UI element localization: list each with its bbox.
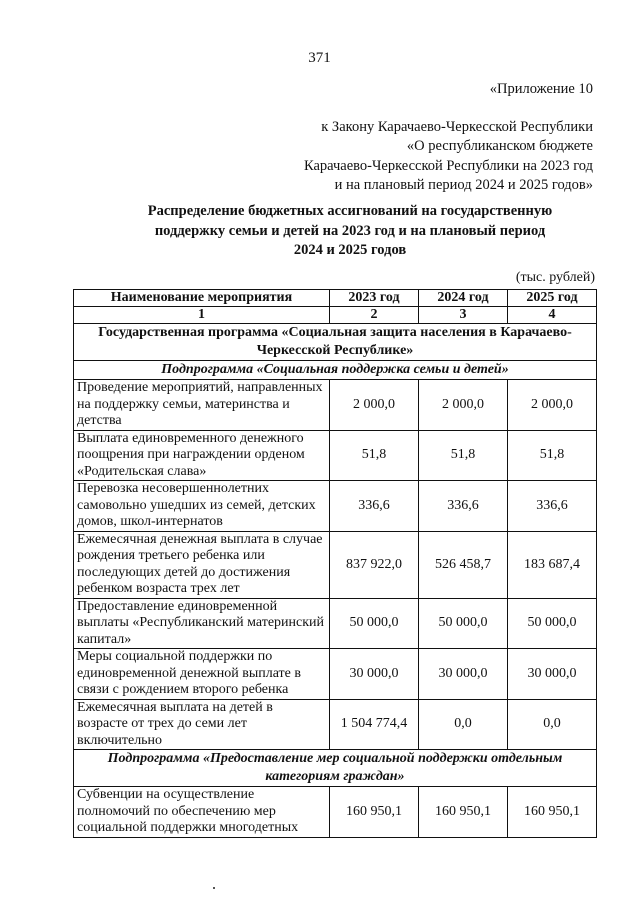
column-number-row <box>74 307 597 324</box>
budget-table <box>73 289 597 838</box>
appendix-line: Карачаево-Черкесской Республики на 2023 год <box>303 157 593 174</box>
value-2025: 336,6 <box>508 481 597 532</box>
subprogram-title: Подпрограмма «Социальная поддержка семьи и детей» <box>74 361 597 380</box>
column-number: 3 <box>419 307 508 324</box>
program-title: Государственная программа «Социальная защита населения в Карачаево-Черкесской Республике» <box>74 324 597 361</box>
table-header-row <box>74 290 597 307</box>
table-row <box>74 380 597 431</box>
value-2023: 51,8 <box>330 430 419 481</box>
value-2023: 336,6 <box>330 481 419 532</box>
value-2023: 2 000,0 <box>330 380 419 431</box>
value-2023: 160 950,1 <box>330 787 419 838</box>
value-2025: 160 950,1 <box>508 787 597 838</box>
table-row <box>74 699 597 750</box>
measure-name: Проведение мероприятий, направленных на поддержку семьи, материнства и детства <box>74 380 330 431</box>
table-row <box>74 649 597 700</box>
subprogram-title: Подпрограмма «Предоставление мер социальной поддержки отдельным категориям граждан» <box>74 750 597 787</box>
measure-name: Выплата единовременного денежного поощрения при награждении орденом «Родительская слава» <box>74 430 330 481</box>
table-row <box>74 598 597 649</box>
table-row <box>74 787 597 838</box>
table-row <box>74 481 597 532</box>
value-2025: 50 000,0 <box>508 598 597 649</box>
scan-mark <box>213 887 215 889</box>
header-2024: 2024 год <box>419 290 508 307</box>
title-line: 2024 и 2025 годов <box>293 242 407 258</box>
value-2023: 837 922,0 <box>330 531 419 598</box>
value-2024: 336,6 <box>419 481 508 532</box>
value-2024: 30 000,0 <box>419 649 508 700</box>
header-2025: 2025 год <box>508 290 597 307</box>
subprogram-row <box>74 750 597 787</box>
program-row <box>74 324 597 361</box>
value-2024: 2 000,0 <box>419 380 508 431</box>
column-number: 1 <box>74 307 330 324</box>
appendix-line: к Закону Карачаево-Черкесской Республики <box>321 118 593 135</box>
measure-name: Ежемесячная выплата на детей в возрасте от трех до семи лет включительно <box>74 699 330 750</box>
value-2023: 30 000,0 <box>330 649 419 700</box>
measure-name: Субвенции на осуществление полномочий по обеспечению мер социальной поддержки многодетных <box>74 787 330 838</box>
measure-name: Перевозка несовершеннолетних самовольно ушедших из семей, детских домов, школ-интернатов <box>74 481 330 532</box>
document-title <box>70 202 630 261</box>
value-2025: 51,8 <box>508 430 597 481</box>
value-2024: 526 458,7 <box>419 531 508 598</box>
column-number: 4 <box>508 307 597 324</box>
value-2025: 183 687,4 <box>508 531 597 598</box>
column-number: 2 <box>330 307 419 324</box>
value-2024: 50 000,0 <box>419 598 508 649</box>
appendix-line: «О республиканском бюджете <box>406 138 593 154</box>
page-number: 371 <box>308 50 331 66</box>
value-2025: 2 000,0 <box>508 380 597 431</box>
value-2024: 51,8 <box>419 430 508 481</box>
table-row <box>74 531 597 598</box>
appendix-line: и на плановый период 2024 и 2025 годов» <box>334 177 593 193</box>
units-label: (тыс. рублей) <box>515 270 595 285</box>
value-2024: 0,0 <box>419 699 508 750</box>
appendix-line: «Приложение 10 <box>489 81 593 97</box>
title-line: поддержку семьи и детей на 2023 год и на плановый период <box>154 222 546 239</box>
measure-name: Меры социальной поддержки по единовременной денежной выплате в связи с рождением второго ребенка <box>74 649 330 700</box>
value-2023: 1 504 774,4 <box>330 699 419 750</box>
value-2025: 0,0 <box>508 699 597 750</box>
value-2023: 50 000,0 <box>330 598 419 649</box>
value-2025: 30 000,0 <box>508 649 597 700</box>
header-name: Наименование мероприятия <box>74 290 330 307</box>
subprogram-row <box>74 361 597 380</box>
table-row <box>74 430 597 481</box>
title-line: Распределение бюджетных ассигнований на государственную <box>147 203 553 219</box>
measure-name: Ежемесячная денежная выплата в случае рождения третьего ребенка или последующих детей до достижения ребенком возраста трех лет <box>74 531 330 598</box>
appendix-header <box>304 80 593 196</box>
header-2023: 2023 год <box>330 290 419 307</box>
measure-name: Предоставление единовременной выплаты «Республиканский материнский капитал» <box>74 598 330 649</box>
value-2024: 160 950,1 <box>419 787 508 838</box>
